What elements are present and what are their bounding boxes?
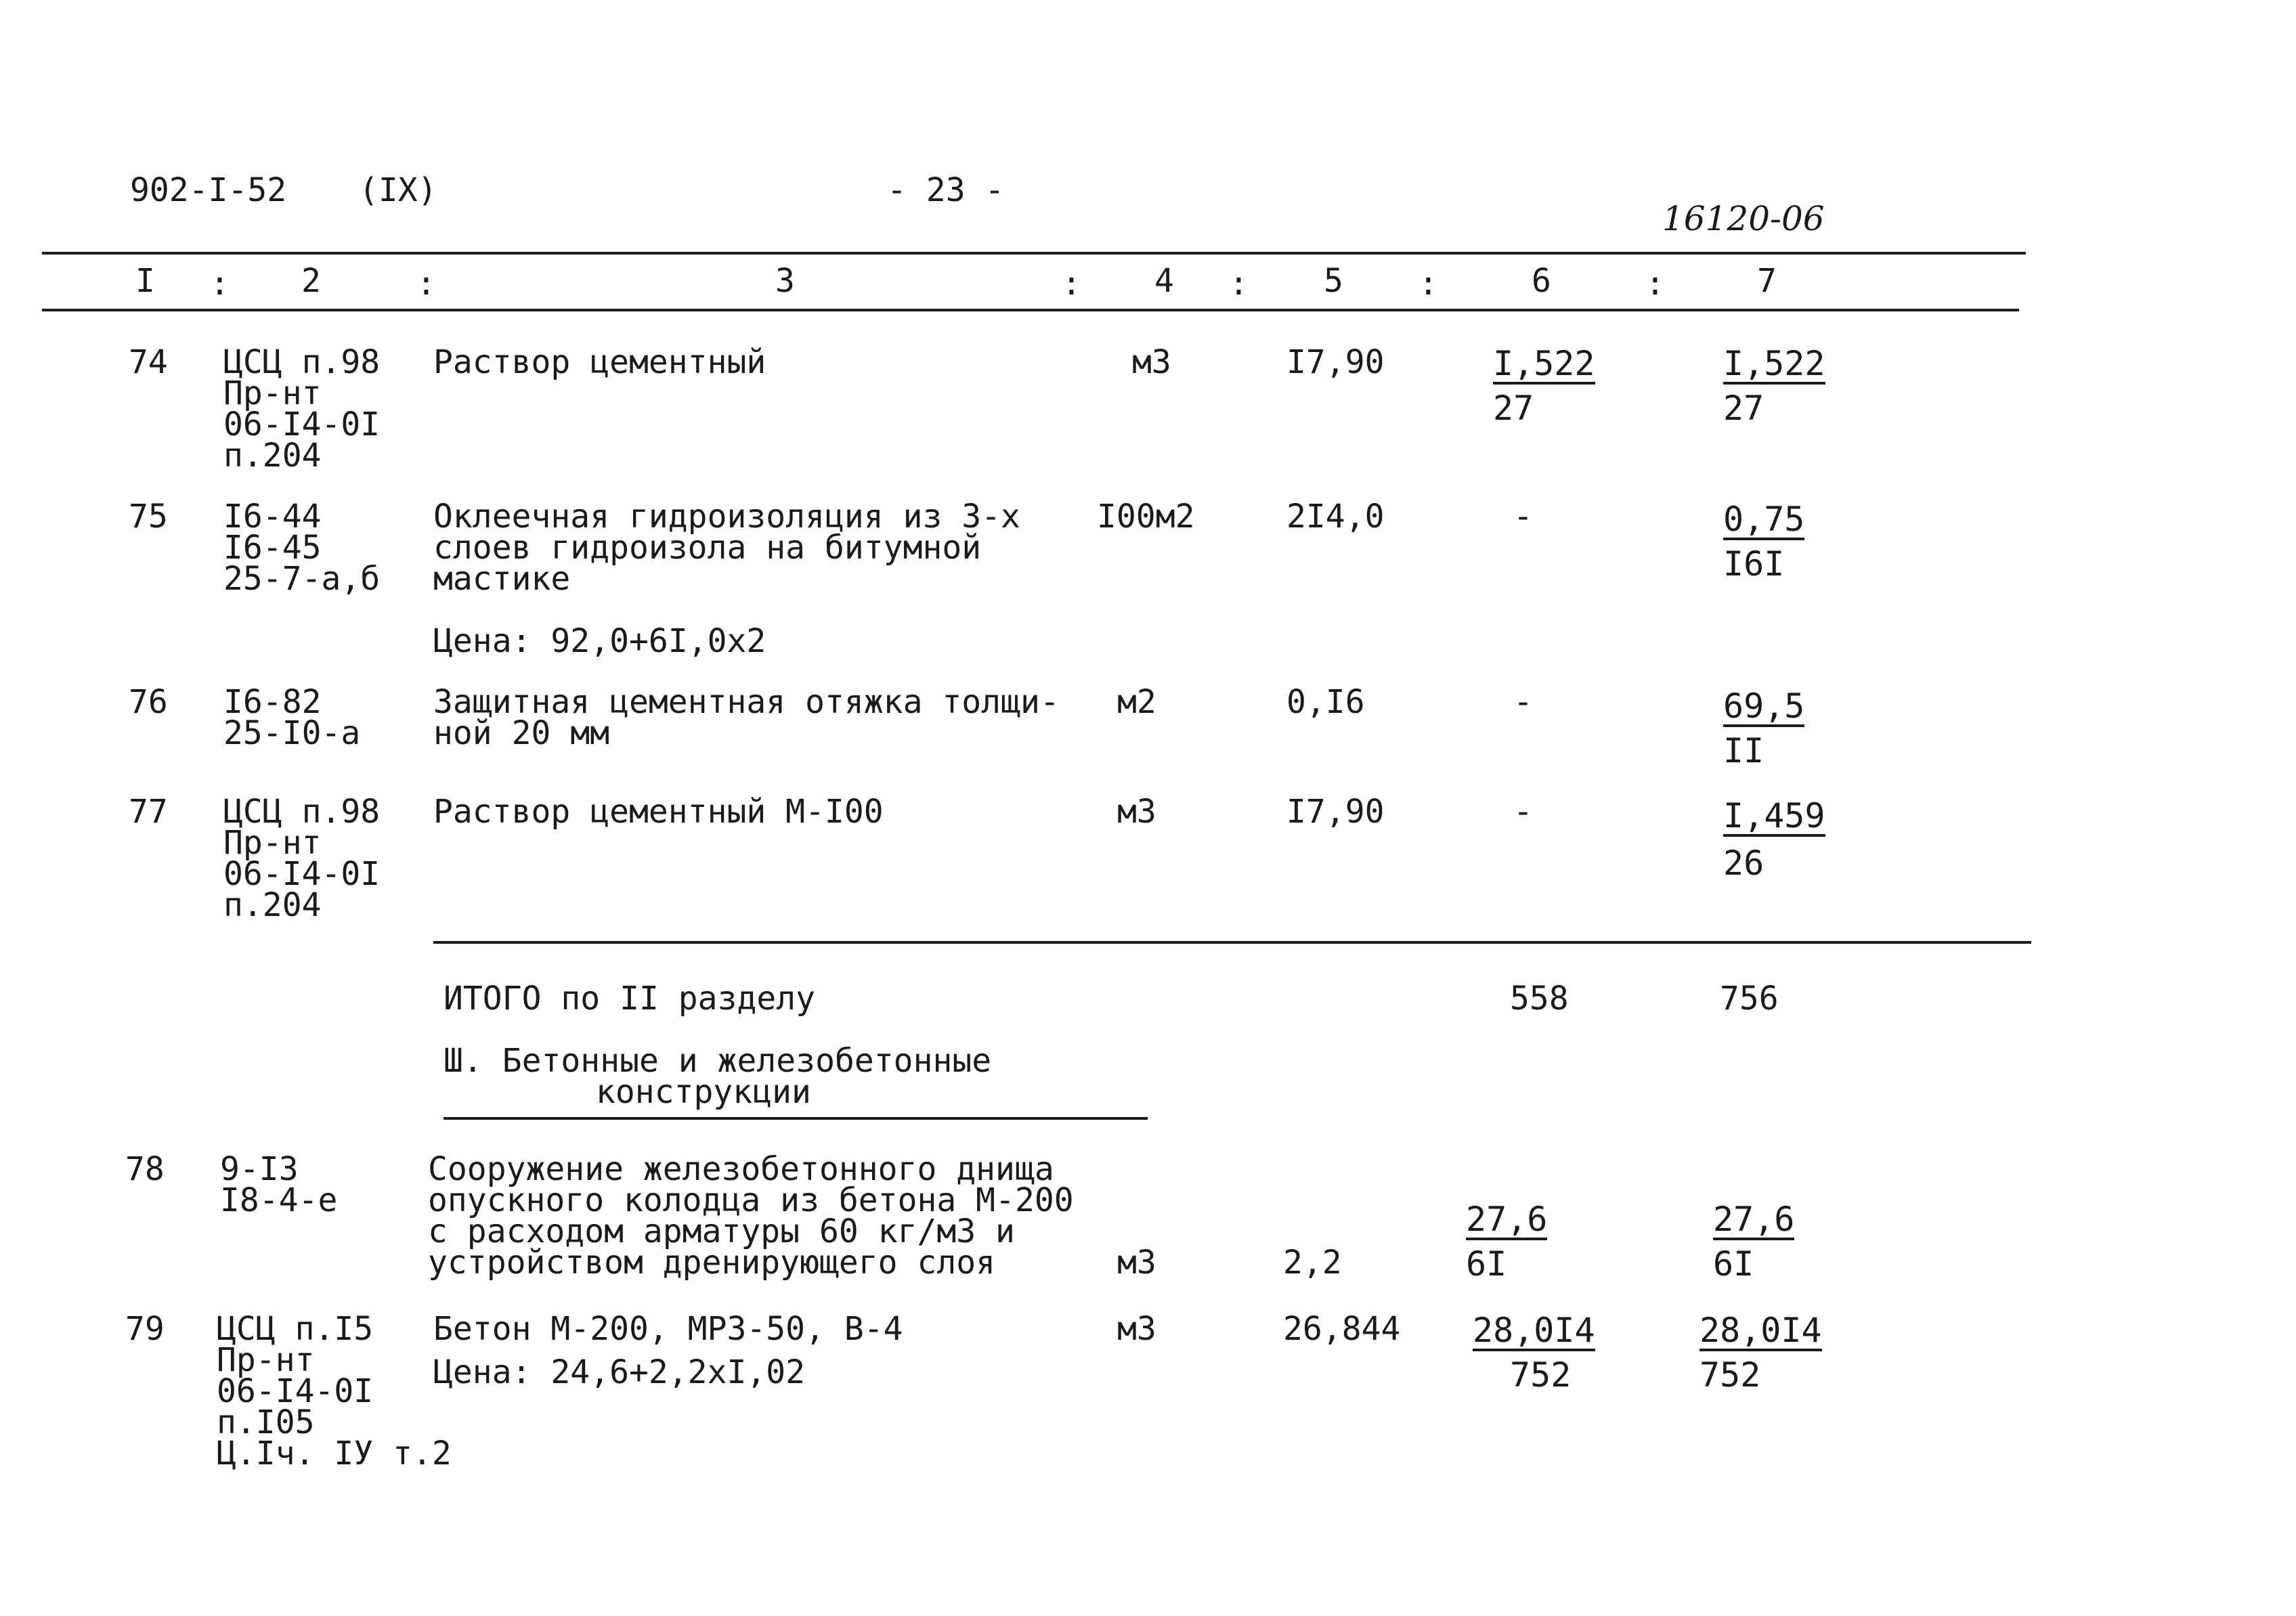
total-col7: 756 (1720, 980, 1779, 1018)
work-description: Оклеечная гидроизоляция из 3-х слоев гидроизола на битумной мастике (433, 498, 1020, 598)
column-header-3: 3 (775, 262, 795, 300)
work-description: Защитная цементная отяжка толщи- ной 20 мм (433, 683, 1060, 752)
quantity: I7,90 (1286, 793, 1385, 831)
unit: м3 (1117, 1310, 1156, 1348)
column-header-2: 2 (301, 262, 321, 300)
column-separator: : (1229, 265, 1249, 303)
col6-value: 27,6 (1466, 1200, 1548, 1239)
handwritten-reference: 16120-06 (1662, 199, 1825, 238)
quantity: 0,I6 (1286, 683, 1365, 721)
col7-value: I,459 (1723, 796, 1825, 835)
column-separator: : (1645, 265, 1665, 303)
col7-value: 69,5 (1723, 686, 1805, 726)
row-number: 75 (129, 498, 168, 536)
work-description: Сооружение железобетонного днища опускного колодца из бетона М-200 с расходом арматуры 60 кг/м3 и устройством дренирующего слоя (428, 1150, 1074, 1282)
col6-subvalue: 6I (1466, 1244, 1507, 1284)
col7-subvalue: 26 (1723, 844, 1764, 883)
column-header-1: I (135, 262, 155, 300)
price-reference: ЦСЦ п.I5 Пр-нт 06-I4-0I п.I05 Ц.Iч. IУ т.2 (217, 1310, 452, 1472)
column-header-4: 4 (1154, 262, 1174, 300)
price-note: Цена: 24,6+2,2хI,02 (433, 1353, 806, 1391)
column-separator: : (1062, 265, 1081, 303)
col6-subvalue: 27 (1493, 389, 1534, 428)
col6-value: - (1513, 498, 1533, 536)
col7-value: 0,75 (1723, 500, 1805, 539)
column-header-5: 5 (1324, 262, 1343, 300)
col7-subvalue: II (1723, 731, 1764, 770)
document-code: 902-I-52 (130, 171, 287, 209)
col7-value: 27,6 (1713, 1200, 1795, 1239)
quantity: 2,2 (1283, 1244, 1342, 1282)
price-reference: I6-44 I6-45 25-7-а,б (223, 498, 381, 598)
row-number: 79 (125, 1310, 165, 1348)
column-separator: : (1418, 265, 1438, 303)
price-reference: ЦСЦ п.98 Пр-нт 06-I4-0I п.204 (223, 793, 381, 924)
price-reference: I6-82 25-I0-а (223, 683, 361, 752)
price-reference: 9-I3 I8-4-е (220, 1150, 338, 1219)
total-label: ИТОГО по II разделу (443, 980, 816, 1018)
row-number: 74 (129, 343, 168, 381)
col6-value: - (1513, 793, 1533, 831)
quantity: 2I4,0 (1286, 498, 1385, 536)
col6-value: I,522 (1493, 344, 1595, 383)
col7-value: I,522 (1723, 344, 1825, 383)
row-number: 77 (129, 793, 168, 831)
quantity: 26,844 (1283, 1310, 1401, 1348)
col7-subvalue: 6I (1713, 1244, 1754, 1284)
document-part: (IX) (359, 171, 437, 209)
col6-value: 28,0I4 (1473, 1311, 1595, 1350)
price-note: Цена: 92,0+6I,0х2 (433, 622, 766, 660)
unit: м2 (1117, 683, 1156, 721)
section-rule (433, 941, 2031, 944)
total-col6: 558 (1510, 980, 1569, 1018)
unit: I00м2 (1097, 498, 1195, 536)
col6-subvalue: 752 (1510, 1355, 1572, 1395)
work-description: Раствор цементный М-I00 (433, 793, 884, 831)
unit: м3 (1117, 793, 1156, 831)
col7-subvalue: I6I (1723, 544, 1785, 584)
price-reference: ЦСЦ п.98 Пр-нт 06-I4-0I п.204 (223, 343, 381, 475)
section-heading: Ш. Бетонные и железобетонные конструкции (443, 1045, 1148, 1120)
quantity: I7,90 (1286, 343, 1385, 381)
work-description: Бетон М-200, МРЗ-50, В-4 (433, 1310, 903, 1348)
col7-subvalue: 27 (1723, 389, 1764, 428)
unit: м3 (1132, 343, 1171, 381)
column-separator: : (416, 265, 436, 303)
col7-subvalue: 752 (1699, 1355, 1761, 1395)
work-description: Раствор цементный (433, 343, 766, 381)
table-header-rule (42, 309, 2019, 311)
row-number: 76 (129, 683, 168, 721)
col7-value: 28,0I4 (1699, 1311, 1822, 1350)
column-separator: : (210, 265, 230, 303)
page-number: - 23 - (887, 171, 1005, 209)
row-number: 78 (125, 1150, 165, 1188)
col6-value: - (1513, 683, 1533, 721)
column-header-6: 6 (1532, 262, 1551, 300)
unit: м3 (1117, 1244, 1156, 1282)
column-header-7: 7 (1757, 262, 1777, 300)
table-top-rule (42, 252, 2026, 255)
